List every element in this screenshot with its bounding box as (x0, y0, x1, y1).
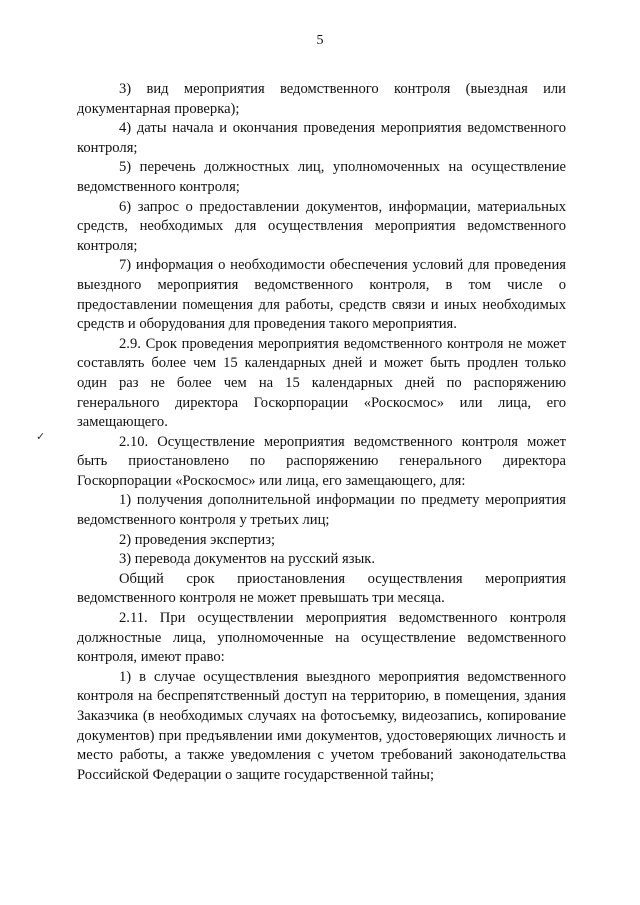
paragraph-clause-2-11: 2.11. При осуществлении мероприятия ведомственного контроля должностные лица, уполномоченные на осуществление ведомственного контроля, имеют право: (77, 610, 566, 666)
paragraph-rights-item-1: 1) в случае осуществления выездного мероприятия ведомственного контроля на беспрепятственный доступ на территорию, в помещения, здания Заказчика (в необходимых случаях на фотосъемку, видеозапись, копирование документов) при предъявлении ими документов, удостоверяющих личность и место работы, а также уведомления с учетом требований законодательства Российской Федерации о защите государственной тайны; (77, 668, 566, 783)
paragraph-clause-2-9: 2.9. Срок проведения мероприятия ведомственного контроля не может составлять более чем 15 календарных дней и может быть продлен только один раз не более чем на 15 календарных дней по распоряжению генерального директора Госкорпорации «Роскосмос» или лица, его замещающего. (77, 335, 566, 431)
paragraph-item-4: 4) даты начала и окончания проведения мероприятия ведомственного контроля; (77, 120, 566, 156)
page-number: 5 (316, 33, 324, 48)
document-body (77, 80, 566, 785)
paragraph-item-5: 5) перечень должностных лиц, уполномоченных на осуществление ведомственного контроля; (77, 159, 566, 195)
paragraph-item-3: 3) вид мероприятия ведомственного контроля (выездная или документарная проверка); (77, 81, 566, 117)
paragraph-item-6: 6) запрос о предоставлении документов, информации, материальных средств, необходимых для осуществления мероприятия ведомственного контроля; (77, 198, 566, 254)
paragraph-suspension-item-1: 1) получения дополнительной информации по предмету мероприятия ведомственного контроля у третьих лиц; (77, 492, 566, 529)
margin-mark: ✓ (36, 431, 46, 443)
paragraph-clause-2-10: 2.10. Осуществление мероприятия ведомственного контроля может быть приостановлено по распоряжению генерального директора Госкорпорации «Роскосмос» или лица, его замещающего, для: (77, 433, 566, 489)
paragraph-suspension-item-2: 2) проведения экспертиз; (119, 531, 276, 548)
paragraph-suspension-term: Общий срок приостановления осуществления мероприятия ведомственного контроля не может превышать три месяца. (77, 570, 566, 607)
paragraph-suspension-item-3: 3) перевода документов на русский язык. (119, 551, 376, 568)
paragraph-item-7: 7) информация о необходимости обеспечения условий для проведения выездного мероприятия ведомственного контроля, в том числе о предоставлении помещения для работы, средств связи и иных необходимых средств и оборудования для проведения такого мероприятия. (77, 257, 566, 333)
